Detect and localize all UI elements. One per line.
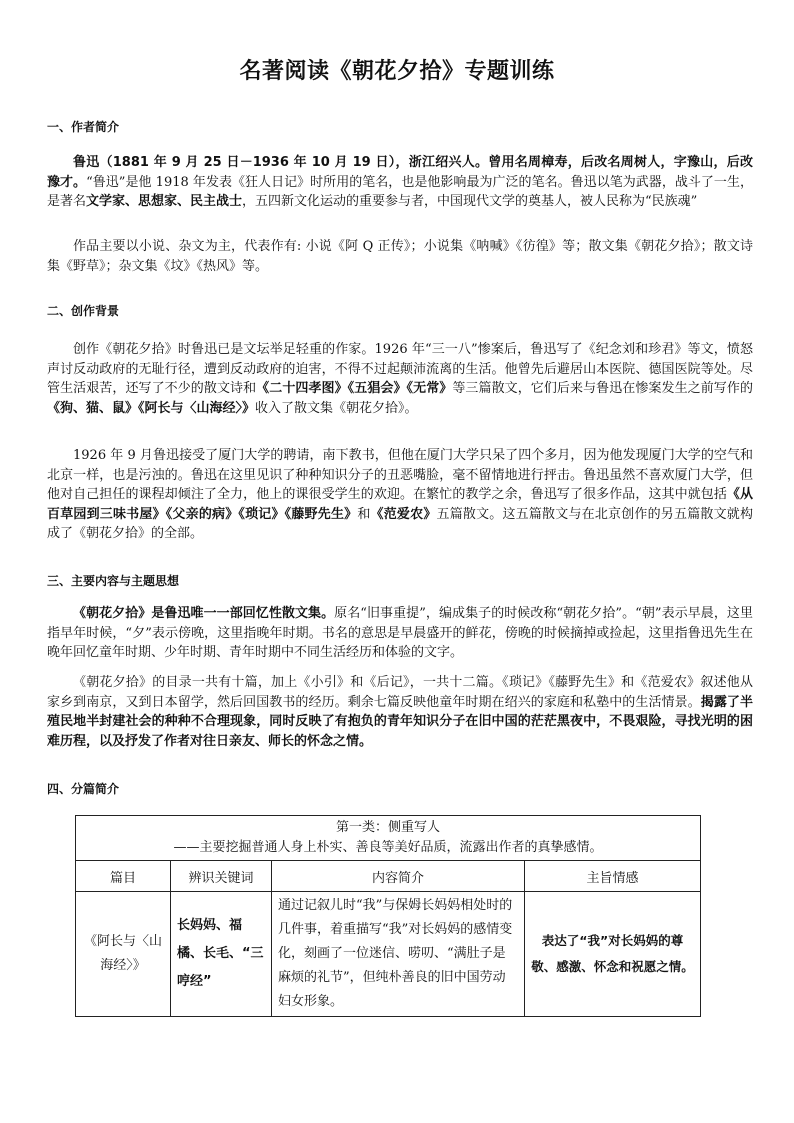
table-header-row <box>76 861 701 892</box>
author-paragraph-1 <box>47 153 753 212</box>
section-heading-content: 三、主要内容与主题思想 <box>47 574 180 588</box>
row-title: 《阿长与〈山海经〉》 <box>76 892 171 1017</box>
background-works-bold-1: 《二十四孝图》《五猖会》《无常》 <box>256 381 453 396</box>
category-title: 第一类：侧重写人 <box>335 820 440 835</box>
author-paragraph-2: 作品主要以小说、杂文为主，代表作有: 小说《阿 Q 正传》；小说集《呐喊》《彷徨》等；散文集《朝花夕拾》；散文诗集《野草》；杂文集《坟》《热风》等。 <box>47 239 753 274</box>
background-paragraph-1 <box>47 340 753 418</box>
background-works-bold-3: 《从百草园到三味书屋》《父亲的病》《琐记》《藤野先生》 <box>47 487 753 522</box>
header-title: 篇目 <box>76 861 171 892</box>
content-theme-bold: 揭露了半殖民地半封建社会的种种不合理现象，同时反映了有抱负的青年知识分子在旧中国的茫茫黑夜中，不畏艰险，寻找光明的困难历程，以及抒发了作者对往日亲友、师长的怀念之情。 <box>47 694 753 749</box>
content-text: 原名“旧事重提”，编成集子的时候改称“朝花夕拾”。“朝”表示早晨，这里指早年时候，“夕”表示傍晚，这里指晚年时期。书名的意思是早晨盛开的鲜花，傍晚的时候摘掉或捡起，这里指鲁迅先生在晚年回忆童年时期、少年时期、青年时期中不同生活经历和体验的文字。 <box>47 606 753 660</box>
content-paragraph-1 <box>47 604 753 663</box>
background-works-bold-2: 《狗、猫、鼠》《阿长与〈山海经〉》 <box>47 400 256 416</box>
category-cell <box>76 816 701 861</box>
section-heading-background: 二、创作背景 <box>47 304 120 318</box>
content-bold-intro: 《朝花夕拾》是鲁迅唯一一部回忆性散文集。 <box>73 606 335 621</box>
content-text-2: 《朝花夕拾》的目录一共有十篇，加上《小引》和《后记》，一共十二篇。《琐记》《藤野先生》和《范爱农》叙述他从家乡到南京，又到日本留学，然后回国教书的经历。剩余七篇反映他童年时期在绍兴的家庭和私塾中的生活情景。 <box>47 675 753 710</box>
background-text-e: 收入了散文集《朝花夕拾》。 <box>255 400 418 416</box>
category-subtitle: ——主要挖掘普通人身上朴实、善良等美好品质，流露出作者的真挚感情。 <box>173 840 603 855</box>
background-text-c: 等三篇散文，它们后来与鲁迅在惨案发生之前写作的 <box>452 381 753 396</box>
background-text-2a: 1926 年 9 月鲁迅接受了厦门大学的聘请，南下教书，但他在厦门大学只呆了四个多月，因为他发现厦门大学的空气和北京一样，也是污浊的。鲁迅在这里见识了种种知识分子的丑恶嘴脸，毫不留情地进行抨击。鲁迅虽然不喜欢厦门大学，但他对自己担任的课程却倾注了全力，他上的课很受学生的欢迎。在繁忙的教学之余，鲁迅写了很多作品，这其中就包括 <box>47 448 753 502</box>
author-bio-bold: 鲁迅（1881 年 9 月 25 日－1936 年 10 月 19 日），浙江绍兴人。曾用名周樟寿，后改名周树人，字豫山，后改豫才。 <box>47 155 753 190</box>
author-bio-text: “鲁迅”是他 1918 年发表《狂人日记》时所用的笔名，也是他影响最为广泛的笔名。鲁迅以笔为武器，战斗了一生，是著名 <box>47 174 753 209</box>
background-paragraph-2 <box>47 446 753 544</box>
author-bio-text-2: ，五四新文化运动的重要参与者，中国现代文学的奠基人，被人民称为“民族魂” <box>242 194 698 209</box>
section-heading-author: 一、作者简介 <box>47 120 120 134</box>
background-works-bold-4: 《范爱农》 <box>370 506 437 522</box>
row-theme: 表达了“我”对长妈妈的尊敬、感激、怀念和祝愿之情。 <box>525 892 701 1017</box>
page-title: 名著阅读《朝花夕拾》专题训练 <box>239 59 555 84</box>
author-titles-bold: 文学家、思想家、民主战士 <box>86 194 243 209</box>
background-text-2c: 和 <box>357 506 371 522</box>
content-paragraph-2 <box>47 673 753 751</box>
header-theme: 主旨情感 <box>525 861 701 892</box>
background-text-a: 创作《朝花夕拾》时鲁迅已是文坛举足轻重的作家。1926 年“三一八”惨案后，鲁迅写了《纪念刘和珍君》等文，愤怒声讨反动政府的无耻行径，遭到反动政府的迫害，不得不过起颠沛流离的生活。他曾先后避居山本医院、德国医院等处。尽管生活艰苦，还写了不少的散文诗和 <box>47 342 753 396</box>
row-content: 通过记叙儿时“我”与保姆长妈妈相处时的几件事，着重描写“我”对长妈妈的感情变化，刻画了一位迷信、唠叨、“满肚子是麻烦的礼节”，但纯朴善良的旧中国劳动妇女形象。 <box>272 892 525 1017</box>
chapter-table <box>75 815 701 1017</box>
row-keywords: 长妈妈、福橘、长毛、“三哼经” <box>171 892 272 1017</box>
table-row <box>76 892 701 1017</box>
background-text-2e: 五篇散文。这五篇散文与在北京创作的另五篇散文就构成了《朝花夕拾》的全部。 <box>47 506 753 541</box>
header-content: 内容简介 <box>272 861 525 892</box>
header-keywords: 辨识关键词 <box>171 861 272 892</box>
section-heading-chapters: 四、分篇简介 <box>47 782 120 796</box>
